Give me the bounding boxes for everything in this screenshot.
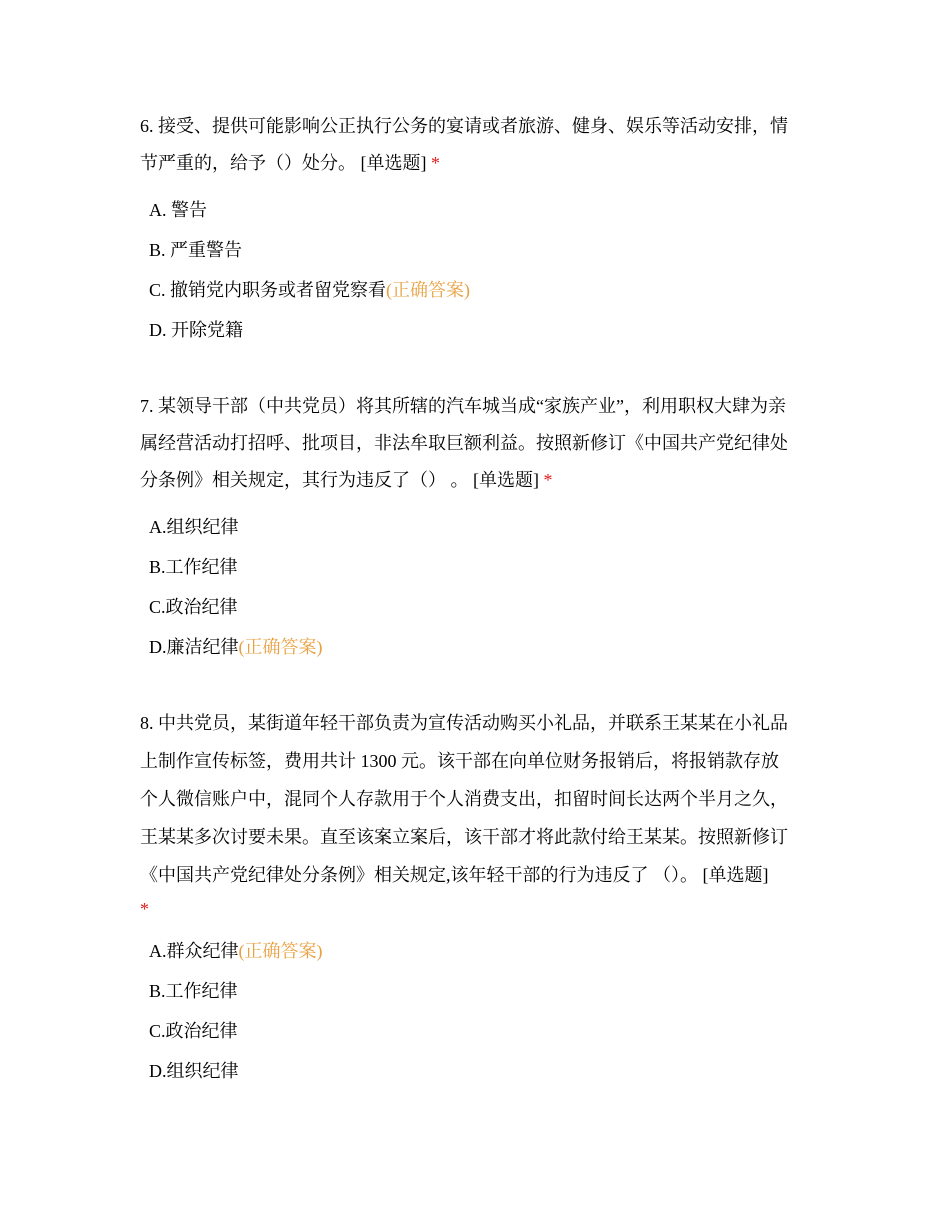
option-b[interactable]: B.工作纪律 bbox=[149, 557, 238, 577]
required-mark: * bbox=[543, 470, 553, 490]
option-text: D.廉洁纪律 bbox=[149, 637, 239, 657]
option-b[interactable]: B. 严重警告 bbox=[149, 240, 243, 260]
question-text-line: 个人微信账户中，混同个人存款用于个人消费支出，扣留时间长达两个半月之久， bbox=[140, 789, 788, 809]
option-d[interactable] bbox=[149, 635, 323, 659]
question-text-line: 6. 接受、提供可能影响公正执行公务的宴请或者旅游、健身、娱乐等活动安排，情 bbox=[140, 116, 788, 136]
option-text: A.群众纪律 bbox=[149, 941, 239, 961]
correct-answer-note: (正确答案) bbox=[238, 941, 323, 961]
question-text-line: 王某某多次讨要未果。直至该案立案后，该干部才将此款付给王某某。按照新修订 bbox=[140, 827, 788, 847]
option-c[interactable]: C.政治纪律 bbox=[149, 1021, 238, 1041]
option-d[interactable]: D.组织纪律 bbox=[149, 1061, 239, 1081]
correct-answer-note: (正确答案) bbox=[386, 280, 471, 300]
option-c[interactable]: C.政治纪律 bbox=[149, 597, 238, 617]
question-text-line bbox=[140, 151, 440, 175]
question-text-line bbox=[140, 468, 553, 492]
option-b[interactable]: B.工作纪律 bbox=[149, 981, 238, 1001]
required-mark: * bbox=[431, 153, 440, 173]
required-mark: * bbox=[140, 899, 149, 919]
question-text-line: 上制作宣传标签，费用共计 1300 元。该干部在向单位财务报销后，将报销款存放 bbox=[140, 751, 779, 771]
question-text-line: 8. 中共党员，某街道年轻干部负责为宣传活动购买小礼品，并联系王某某在小礼品 bbox=[140, 713, 788, 733]
question-text: 分条例》相关规定，其行为违反了（） 。 [单选题] bbox=[140, 470, 539, 490]
option-text: C. 撤销党内职务或者留党察看 bbox=[149, 280, 387, 300]
question-text-line: 7. 某领导干部（中共党员）将其所辖的汽车城当成“家族产业”，利用职权大肆为亲 bbox=[140, 396, 786, 416]
question-text: 节严重的，给予（）处分。 [单选题] bbox=[140, 153, 427, 173]
option-d[interactable]: D. 开除党籍 bbox=[149, 320, 243, 340]
option-a[interactable] bbox=[149, 939, 323, 963]
option-c[interactable] bbox=[149, 278, 470, 302]
option-a[interactable]: A. 警告 bbox=[149, 200, 207, 220]
correct-answer-note: (正确答案) bbox=[238, 637, 323, 657]
question-text-line: 属经营活动打招呼、批项目，非法牟取巨额利益。按照新修订《中国共产党纪律处 bbox=[140, 433, 788, 453]
question-text-line: 《中国共产党纪律处分条例》相关规定,该年轻干部的行为违反了 （）。 [单选题] bbox=[140, 865, 769, 885]
option-a[interactable]: A.组织纪律 bbox=[149, 517, 239, 537]
